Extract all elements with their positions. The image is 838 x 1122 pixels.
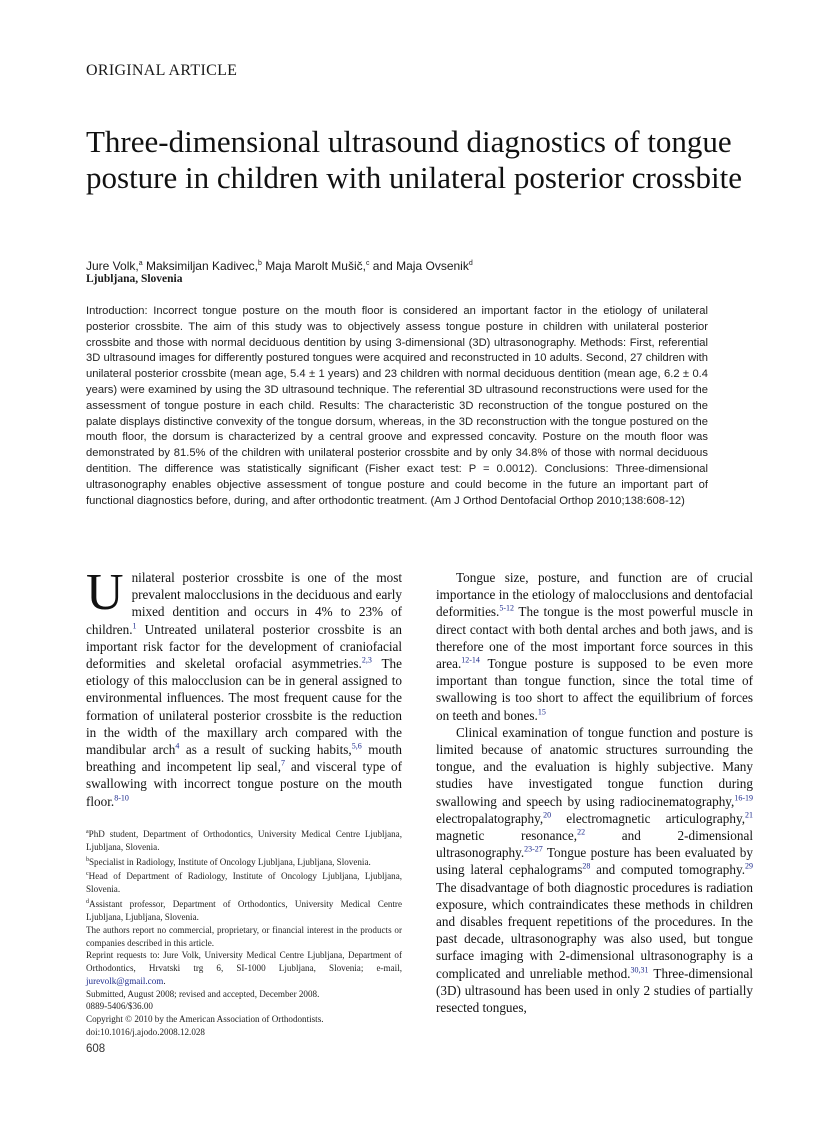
author-mark: d: [468, 260, 473, 267]
citation-ref[interactable]: 5-12: [499, 604, 515, 614]
footnote-text: Copyright © 2010 by the American Association of Orthodontists.: [86, 1014, 324, 1025]
author-name: Maja Marolt Mušič,: [265, 259, 366, 273]
text-run: Tongue posture is supposed to be even more important than tongue function, since the total time of swallowing is too short to affect the equilibrium of forces on teeth and bones.: [436, 656, 753, 723]
footnote-text: 0889-5406/$36.00: [86, 1001, 153, 1012]
text-run: The disadvantage of both diagnostic procedures is radiation exposure, which contraindicates these methods in children and disables frequent repetitions of the procedures. In the past decade, ultrasonography was also used, but tongue surface imaging with 2-dimensional ultrasonography is a complicated and unreliable method.: [436, 879, 753, 981]
footnote: [86, 1000, 402, 1013]
text-run: Clinical examination of tongue function and posture is limited because of anatomic structures surrounding the tongue, and the evaluation is highly subjective. Many studies have investigated tongue function during swallowing and speech by using radiocinematography,: [436, 724, 753, 809]
text-run: and visceral type of swallowing with incorrect tongue posture on the mouth floor.: [86, 759, 402, 809]
text-run: Untreated unilateral posterior crossbite is an important risk factor for the development of craniofacial deformities and skeletal orofacial asymmetries.: [86, 621, 402, 672]
text-run: mouth breathing and incompetent lip seal,: [86, 742, 402, 775]
article-title: Three-dimensional ultrasound diagnostics of tongue posture in children with unilateral posterior crossbite: [86, 124, 742, 195]
citation-ref[interactable]: 28: [582, 862, 591, 872]
email-link[interactable]: jurevolk@gmail.com: [86, 975, 164, 986]
citation-ref[interactable]: 15: [537, 707, 546, 717]
footnote-text: The authors report no commercial, proprietary, or financial interest in the products or companies described in this article.: [86, 924, 402, 948]
text-run: Three-dimensional (3D) ultrasound has been used in only 2 studies of partially resected tongues,: [436, 965, 753, 1016]
text-run: and 2-dimensional ultrasonography.: [436, 828, 753, 861]
author-name: and Maja Ovsenik: [372, 259, 469, 273]
footnote: [86, 868, 402, 896]
text-run: The etiology of this malocclusion can be in general assigned to environmental influences. The most frequent cause for the formation of unilateral posterior crossbite is the reduction in the width of the maxillary arch compared with the mandibular arch: [86, 656, 403, 758]
footnotes: [86, 826, 402, 1039]
footnote: [86, 924, 402, 950]
footnote-text: PhD student, Department of Orthodontics, University Medical Centre Ljubljana, Ljubljana, Slovenia.: [86, 829, 402, 852]
citation-ref[interactable]: 23-27: [524, 844, 543, 854]
footnote: [86, 949, 402, 987]
footnote-text: .: [163, 975, 166, 986]
footnote-text: Specialist in Radiology, Institute of Oncology Ljubljana, Ljubljana, Slovenia.: [89, 856, 371, 867]
footnote-mark: b: [86, 856, 89, 863]
citation-ref[interactable]: 21: [745, 810, 753, 820]
footnote-mark: c: [86, 871, 89, 878]
footnote-text: Head of Department of Radiology, Institute of Oncology Ljubljana, Ljubljana, Slovenia.: [86, 871, 402, 895]
footnote-mark: a: [86, 829, 89, 835]
footnote: [86, 1026, 402, 1039]
author-mark: b: [258, 260, 262, 267]
citation-ref[interactable]: 30,31: [630, 965, 649, 975]
text-run: Tongue posture has been evaluated by using lateral cephalograms: [436, 845, 753, 878]
citation-ref[interactable]: 22: [577, 827, 586, 837]
body-column-left: [86, 564, 403, 810]
body-paragraph: [86, 564, 403, 810]
text-run: nilateral posterior crossbite is one of the most prevalent malocclusions in the deciduous and early mixed dentition and occurs in 4% to 23% of children.: [86, 570, 402, 637]
body-paragraph: [436, 569, 753, 724]
text-run: Tongue size, posture, and function are of crucial importance in the etiology of malocclusions and dentofacial deformities.: [436, 570, 753, 620]
page-number: 608: [86, 1043, 106, 1055]
author-mark: a: [138, 260, 143, 267]
citation-ref[interactable]: 2,3: [361, 655, 372, 665]
text-run: electropalatography,: [436, 810, 544, 826]
citation-ref[interactable]: 29: [745, 862, 753, 872]
author-location: Ljubljana, Slovenia: [86, 273, 183, 285]
citation-ref[interactable]: 20: [543, 810, 552, 820]
citation-ref[interactable]: 1: [132, 621, 137, 631]
text-run: electromagnetic articulography,: [551, 810, 745, 826]
footnote-text: Assistant professor, Department of Orthodontics, University Medical Centre Ljubljana, Ljubljana, Slovenia.: [86, 899, 402, 922]
citation-ref[interactable]: 5,6: [351, 741, 362, 751]
citation-ref[interactable]: 4: [175, 741, 180, 751]
author-name: Jure Volk,: [86, 259, 139, 273]
drop-cap: U: [86, 564, 124, 621]
footnote: [86, 854, 402, 869]
footnote: [86, 1013, 402, 1026]
footnote: [86, 988, 402, 1001]
text-run: The tongue is the most powerful muscle in direct contact with both dental arches and both jaws, and is therefore one of the most important force sources in this area.: [436, 604, 753, 672]
citation-ref[interactable]: 7: [281, 758, 285, 768]
text-run: magnetic resonance,: [436, 828, 578, 844]
body-column-right: [436, 569, 753, 1016]
author-name: Maksimiljan Kadivec,: [145, 259, 258, 273]
footnote: [86, 896, 402, 924]
footnote-text: Submitted, August 2008; revised and accepted, December 2008.: [86, 988, 320, 999]
body-paragraph: [436, 724, 753, 1016]
footnote: [86, 826, 402, 854]
footnote-text: doi:10.1016/j.ajodo.2008.12.028: [86, 1027, 205, 1038]
citation-ref[interactable]: 12-14: [461, 655, 480, 665]
author-mark: c: [365, 260, 370, 267]
footnote-text: Reprint requests to: Jure Volk, University Medical Centre Ljubljana, Department of Orthodontics, Hrvatski trg 6, SI-1000 Ljubljana, Slovenia; e-mail,: [86, 950, 402, 974]
abstract: Introduction: Incorrect tongue posture on the mouth floor is considered an important factor in the etiology of unilateral posterior crossbite. The aim of this study was to objectively assess tongue posture in children with unilateral posterior crossbite and those with normal deciduous dentition by using 3-dimensional (3D) ultrasonography. Methods: First, referential 3D ultrasound images for differently postured tongues were acquired and reconstructed in 10 adults. Second, 27 children with unilateral posterior crossbite (mean age, 5.4 ± 1 years) and 23 children with normal deciduous dentition (mean age, 6.2 ± 0.4 years) were examined by using the 3D ultrasound technique. The referential 3D ultrasound reconstructions were used for the assessment of tongue posture in each child. Results: The characteristic 3D reconstruction of the tongue postured on the palate displays distinctive convexity of the tongue dorsum, whereas, in the 3D reconstruction with the tongue postured on the mouth floor, the dorsum is characterized by a central groove and expressed concavity. Posture on the mouth floor was demonstrated by 81.5% of the children with unilateral posterior crossbite and by only 34.8% of those with normal deciduous dentition. The difference was statistically significant (Fisher exact test: P = 0.0012). Conclusions: Three-dimensional ultrasonography enables objective assessment of tongue posture and could become in the future an important part of functional diagnostics before, during, and after orthodontic treatment. (Am J Orthod Dentofacial Orthop 2010;138:608-12): [86, 305, 708, 507]
footnote-mark: d: [86, 899, 89, 906]
author-list: [86, 256, 746, 274]
citation-ref[interactable]: 8-10: [114, 793, 129, 803]
citation-ref[interactable]: 16-19: [734, 793, 753, 803]
section-label: ORIGINAL ARTICLE: [86, 62, 238, 79]
text-run: as a result of sucking habits,: [179, 742, 352, 758]
text-run: and computed tomography.: [590, 862, 745, 878]
